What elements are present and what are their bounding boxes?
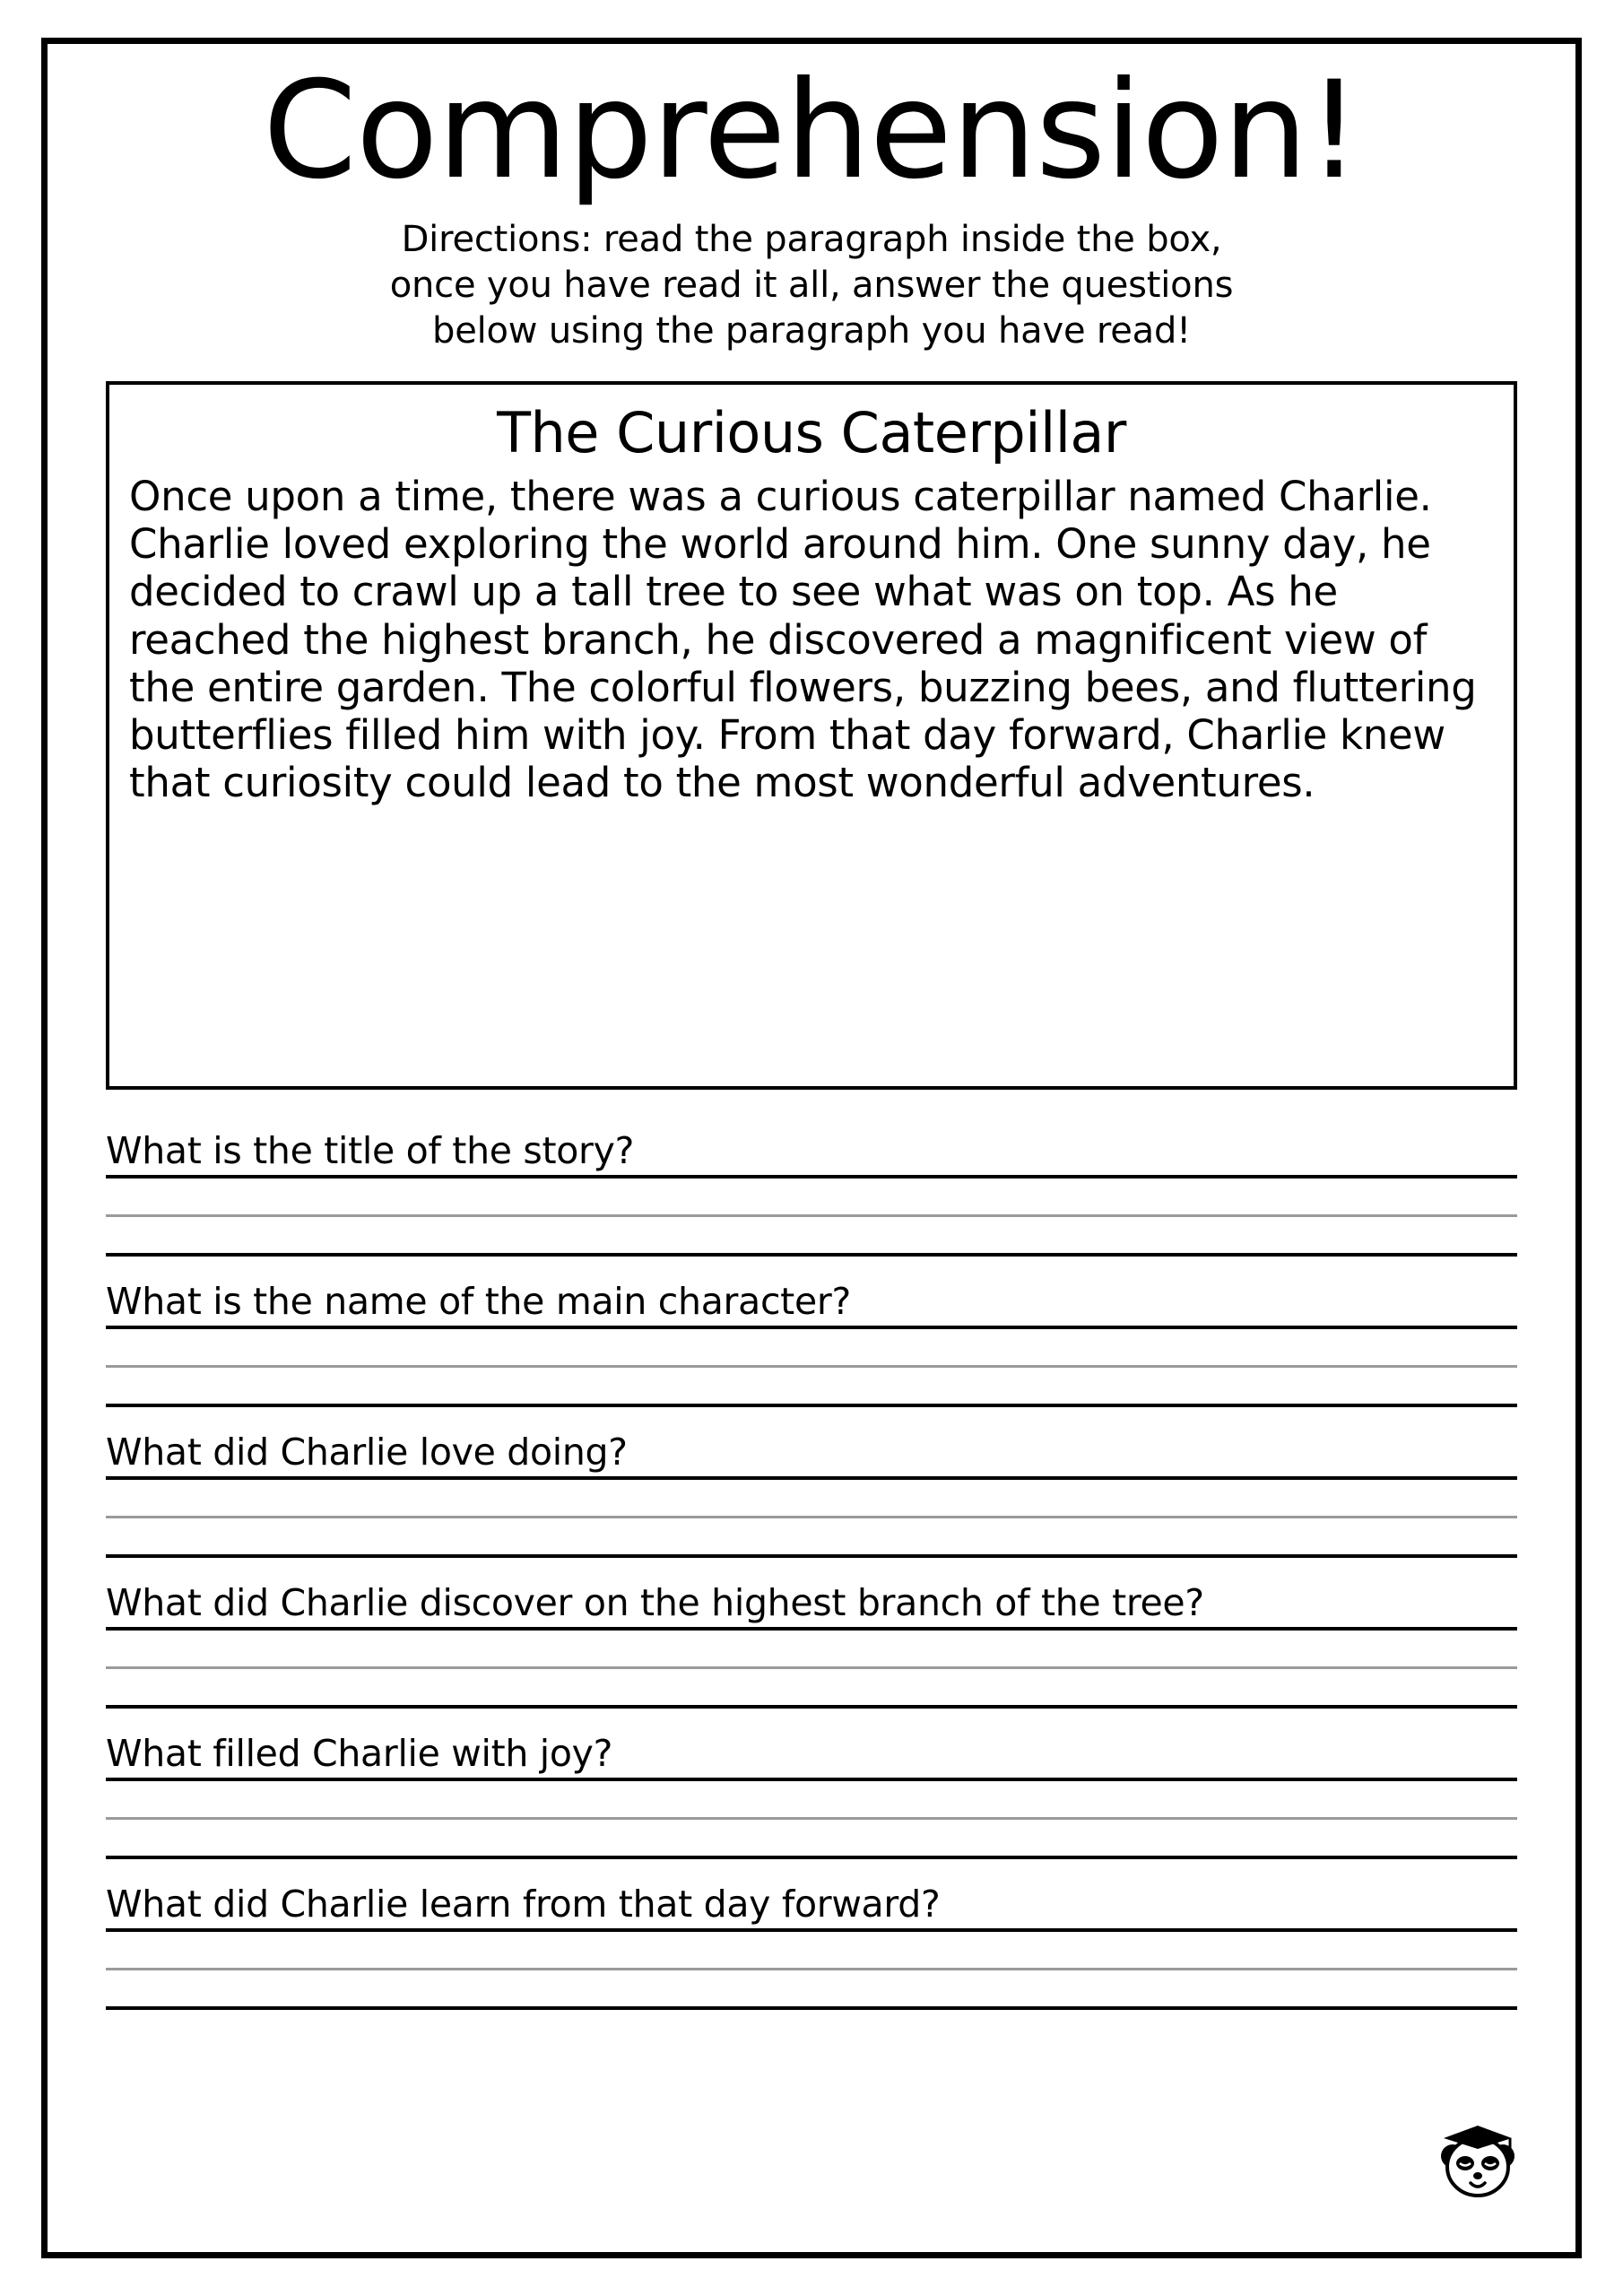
- question-text: What is the name of the main character?: [106, 1283, 1517, 1329]
- answer-line[interactable]: [106, 1217, 1517, 1257]
- page-title: Comprehension!: [263, 53, 1360, 209]
- answer-line[interactable]: [106, 1480, 1517, 1518]
- question-text: What is the title of the story?: [106, 1133, 1517, 1178]
- answer-line[interactable]: [106, 1631, 1517, 1669]
- answer-line[interactable]: [106, 1669, 1517, 1709]
- answer-line[interactable]: [106, 1932, 1517, 1970]
- question-block: [106, 1581, 1517, 1709]
- answer-line[interactable]: [106, 1781, 1517, 1820]
- questions-list: [106, 1129, 1517, 2010]
- question-block: [106, 1431, 1517, 1558]
- question-block: [106, 1280, 1517, 1407]
- panda-graduate-icon: [1428, 2109, 1528, 2210]
- answer-line[interactable]: [106, 1820, 1517, 1859]
- answer-line[interactable]: [106, 1970, 1517, 2010]
- directions-line-2: once you have read it all, answer the questions: [389, 264, 1234, 306]
- answer-line[interactable]: [106, 1329, 1517, 1368]
- question-block: [106, 1883, 1517, 2010]
- question-block: [106, 1732, 1517, 1859]
- passage-title: The Curious Caterpillar: [497, 400, 1126, 466]
- directions-line-3: below using the paragraph you have read!: [432, 309, 1191, 352]
- directions-text: [106, 217, 1517, 355]
- answer-line[interactable]: [106, 1518, 1517, 1558]
- passage-body: Once upon a time, there was a curious caterpillar named Charlie. Charlie loved exploring the world around him. One sunny day, he decided to crawl up a tall tree to see what was on top. As he reached the highest branch, he discovered a magnificent view of the entire garden. The colorful flowers, buzzing bees, and fluttering butterflies filled him with joy. From that day forward, Charlie knew that curiosity could lead to the most wonderful adventures.: [129, 473, 1477, 806]
- worksheet-content: [32, 53, 1591, 2010]
- answer-line[interactable]: [106, 1368, 1517, 1407]
- passage-box: [106, 381, 1517, 1090]
- question-text: What did Charlie discover on the highest branch of the tree?: [106, 1585, 1517, 1631]
- question-text: What did Charlie learn from that day forward?: [106, 1886, 1517, 1932]
- question-block: [106, 1129, 1517, 1257]
- directions-line-1: Directions: read the paragraph inside the box,: [401, 218, 1222, 260]
- question-text: What did Charlie love doing?: [106, 1434, 1517, 1480]
- question-text: What filled Charlie with joy?: [106, 1735, 1517, 1781]
- answer-line[interactable]: [106, 1178, 1517, 1217]
